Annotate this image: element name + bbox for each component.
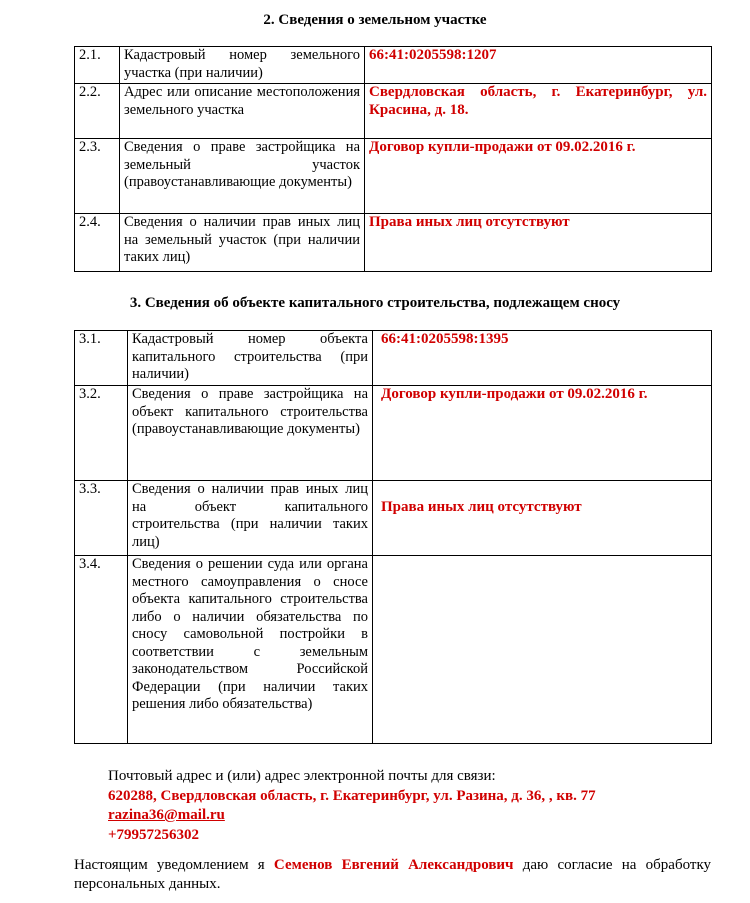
row-number: 3.1.: [75, 331, 128, 386]
table-row: [75, 556, 712, 744]
row-description: Сведения о решении суда или органа местного самоуправления о сносе объекта капитального строительства либо о наличии обязательства по сносу самовольной постройки в соответствии с земельным законодательством Российской Федерации (при наличии таких решения либо обязательства): [128, 556, 373, 744]
row-number: 2.1.: [75, 47, 120, 84]
consent-prefix: Настоящим уведомлением я: [74, 857, 265, 873]
row-value: Права иных лиц отсутствуют: [373, 481, 712, 556]
contact-label: Почтовый адрес и (или) адрес электронной почты для связи:: [108, 768, 496, 784]
row-value: 66:41:0205598:1395: [373, 331, 712, 386]
row-description: Сведения о праве застройщика на объект капитального строительства (правоустанавливающие документы): [128, 386, 373, 481]
contact-phone: +79957256302: [108, 826, 200, 843]
consent-suffix: даю согласие на обработку персональных данных.: [74, 857, 712, 892]
table-row: [75, 214, 712, 272]
contact-address: 620288, Свердловская область, г. Екатеринбург, ул. Разина, д. 36, , кв. 77: [108, 787, 596, 804]
row-description: Сведения о наличии прав иных лиц на объект капитального строительства (при наличии таких лиц): [128, 481, 373, 556]
row-description: Сведения о наличии прав иных лиц на земельный участок (при наличии таких лиц): [120, 214, 365, 272]
section-3-title: 3. Сведения об объекте капитального строительства, подлежащем сносу: [129, 295, 621, 311]
consent-statement: [74, 856, 711, 894]
row-value: Права иных лиц отсутствуют: [365, 214, 712, 272]
row-description: Кадастровый номер объекта капитального строительства (при наличии): [128, 331, 373, 386]
row-description: Адрес или описание местоположения земельного участка: [120, 84, 365, 139]
row-value: 66:41:0205598:1207: [365, 47, 712, 84]
table-row: [75, 84, 712, 139]
row-description: Кадастровый номер земельного участка (при наличии): [120, 47, 365, 84]
row-number: 2.3.: [75, 139, 120, 214]
row-value: Договор купли-продажи от 09.02.2016 г.: [373, 386, 712, 481]
consent-person-name: Семенов Евгений Александрович: [273, 857, 514, 873]
row-description: Сведения о праве застройщика на земельный участок (правоустанавливающие документы): [120, 139, 365, 214]
row-number: 3.3.: [75, 481, 128, 556]
section-2-table: [74, 46, 712, 272]
table-row: [75, 139, 712, 214]
row-number: 3.4.: [75, 556, 128, 744]
section-2-title: 2. Сведения о земельном участке: [263, 12, 487, 28]
contact-email-link[interactable]: razina36@mail.ru: [108, 807, 225, 823]
row-value: Договор купли-продажи от 09.02.2016 г.: [365, 139, 712, 214]
row-value: [373, 556, 712, 744]
section-3-table: [74, 330, 712, 744]
table-row: [75, 47, 712, 84]
table-row: [75, 386, 712, 481]
row-number: 3.2.: [75, 386, 128, 481]
row-number: 2.2.: [75, 84, 120, 139]
table-row: [75, 331, 712, 386]
row-number: 2.4.: [75, 214, 120, 272]
row-value: Свердловская область, г. Екатеринбург, ул. Красина, д. 18.: [365, 84, 712, 139]
table-row: [75, 481, 712, 556]
contact-block: [108, 767, 596, 845]
